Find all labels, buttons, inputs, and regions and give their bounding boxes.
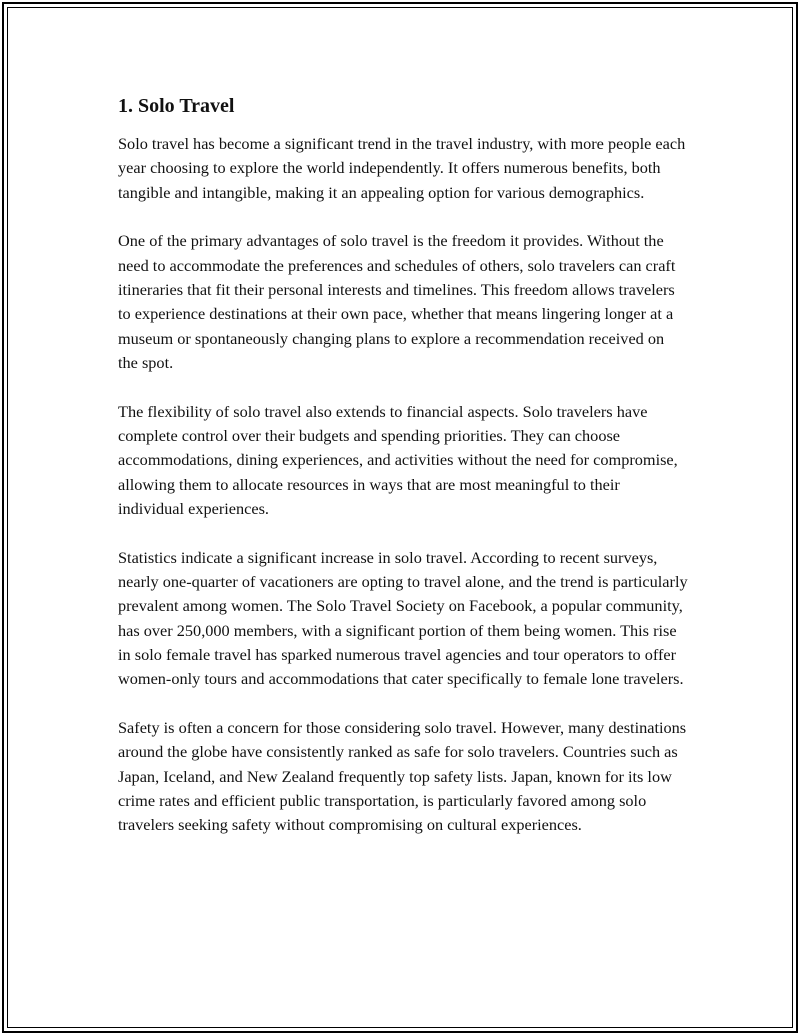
section-heading: 1. Solo Travel (118, 95, 235, 117)
document-body (118, 93, 688, 862)
paragraph-safety: Safety is often a concern for those considering solo travel. However, many destinations around the globe have consistently ranked as safe for solo travelers. Countries such as Japan, Iceland, and New Zealand frequently top safety lists. Japan, known for its low crime rates and efficient public transportation, is particularly favored among solo travelers seeking safety without compromising on cultural experiences. (118, 717, 687, 835)
paragraph-intro: Solo travel has become a significant trend in the travel industry, with more people each year choosing to explore the world independently. It offers numerous benefits, both tangible and intangible, making it an appealing option for various demographics. (118, 134, 686, 202)
paragraph-statistics: Statistics indicate a significant increase in solo travel. According to recent surveys, nearly one-quarter of vacationers are opting to travel alone, and the trend is particularly prevalent among women. The Solo Travel Society on Facebook, a popular community, has over 250,000 members, with a significant portion of them being women. This rise in solo female travel has sparked numerous travel agencies and tour operators to offer women-only tours and accommodations that cater specifically to female lone travelers. (118, 547, 688, 689)
paragraph-flexibility: The flexibility of solo travel also extends to financial aspects. Solo travelers have complete control over their budgets and spending priorities. They can choose accommodations, dining experiences, and activities without the need for compromise, allowing them to allocate resources in ways that are most meaningful to their individual experiences. (118, 401, 678, 518)
paragraph-freedom: One of the primary advantages of solo travel is the freedom it provides. Without the need to accommodate the preferences and schedules of others, solo travelers can craft itineraries that fit their personal interests and timelines. This freedom allows travelers to experience destinations at their own pace, whether that means lingering longer at a museum or spontaneously changing plans to explore a recommendation received on the spot. (118, 231, 676, 372)
